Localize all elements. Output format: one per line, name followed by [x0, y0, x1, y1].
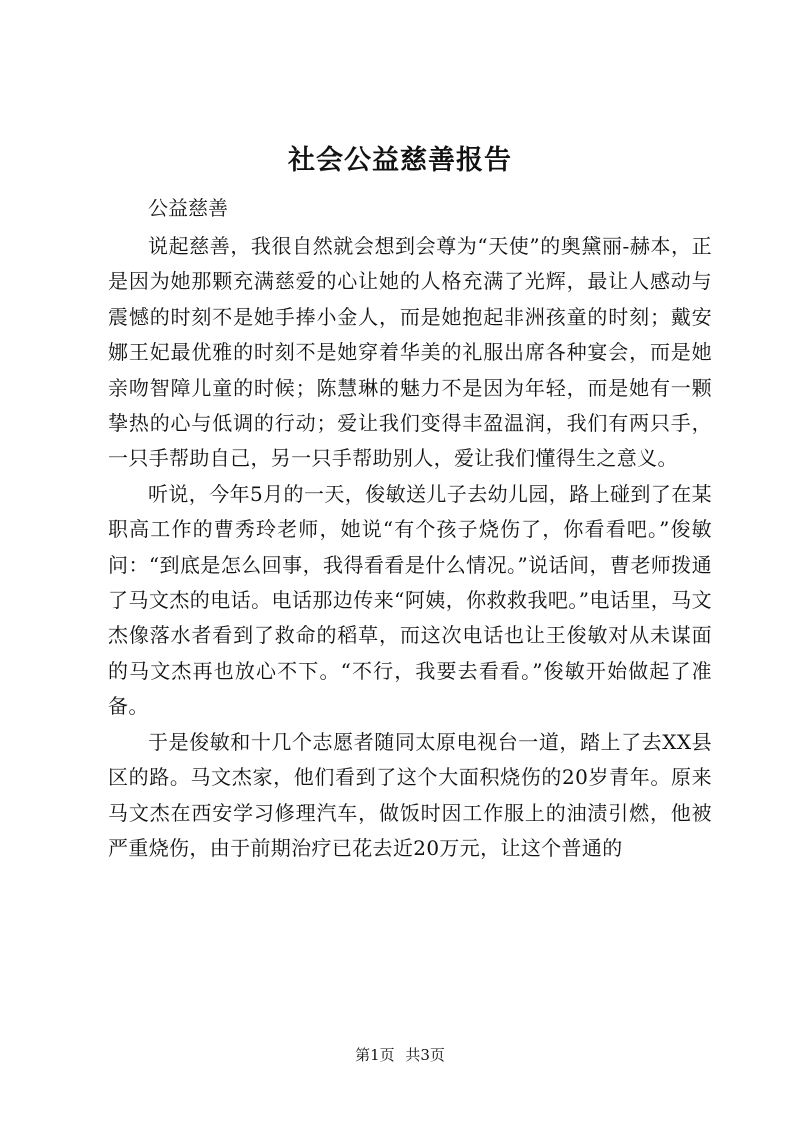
- document-subtitle: 公益慈善: [148, 196, 228, 220]
- paragraph-1: 说起慈善，我很自然就会想到会尊为“天使”的奥黛丽-赫本，正是因为她那颗充满慈爱的心让她的人格充满了光辉，最让人感动与震憾的时刻不是她手捧小金人，而是她抱起非洲孩童的时刻；戴安娜王妃最优雅的时刻不是她穿着华美的礼服出席各种宴会，而是她亲吻智障儿童的时候；陈慧琳的魅力不是因为年轻，而是她有一颗挚热的心与低调的行动；爱让我们变得丰盈温润，我们有两只手，一只手帮助自己，另一只手帮助别人，爱让我们懂得生之意义。: [108, 234, 712, 471]
- page-number: 第1页: [355, 1046, 395, 1064]
- page-title: 社会公益慈善报告: [288, 145, 512, 176]
- page-total: 共3页: [405, 1046, 445, 1064]
- paragraph-3: 于是俊敏和十几个志愿者随同太原电视台一道，踏上了去XX县区的路。马文杰家，他们看到了这个大面积烧伤的20岁青年。原来马文杰在西安学习修理汽车，做饭时因工作服上的油渍引燃，他被严重烧伤，由于前期治疗已花去近20万元，让这个普通的: [108, 729, 712, 860]
- paragraph-2: 听说，今年5月的一天，俊敏送儿子去幼儿园，路上碰到了在某职高工作的曹秀玲老师，她说“有个孩子烧伤了，你看看吧。”俊敏问：“到底是怎么回事，我得看看是什么情况。”说话间，曹老师拨通了马文杰的电话。电话那边传来“阿姨，你救救我吧。”电话里，马文杰像落水者看到了救命的稻草，而这次电话也让王俊敏对从未谋面的马文杰再也放心不下。“不行，我要去看看。”俊敏开始做起了准备。: [108, 481, 712, 719]
- page-footer: [0, 1045, 800, 1065]
- body-text: [108, 229, 712, 866]
